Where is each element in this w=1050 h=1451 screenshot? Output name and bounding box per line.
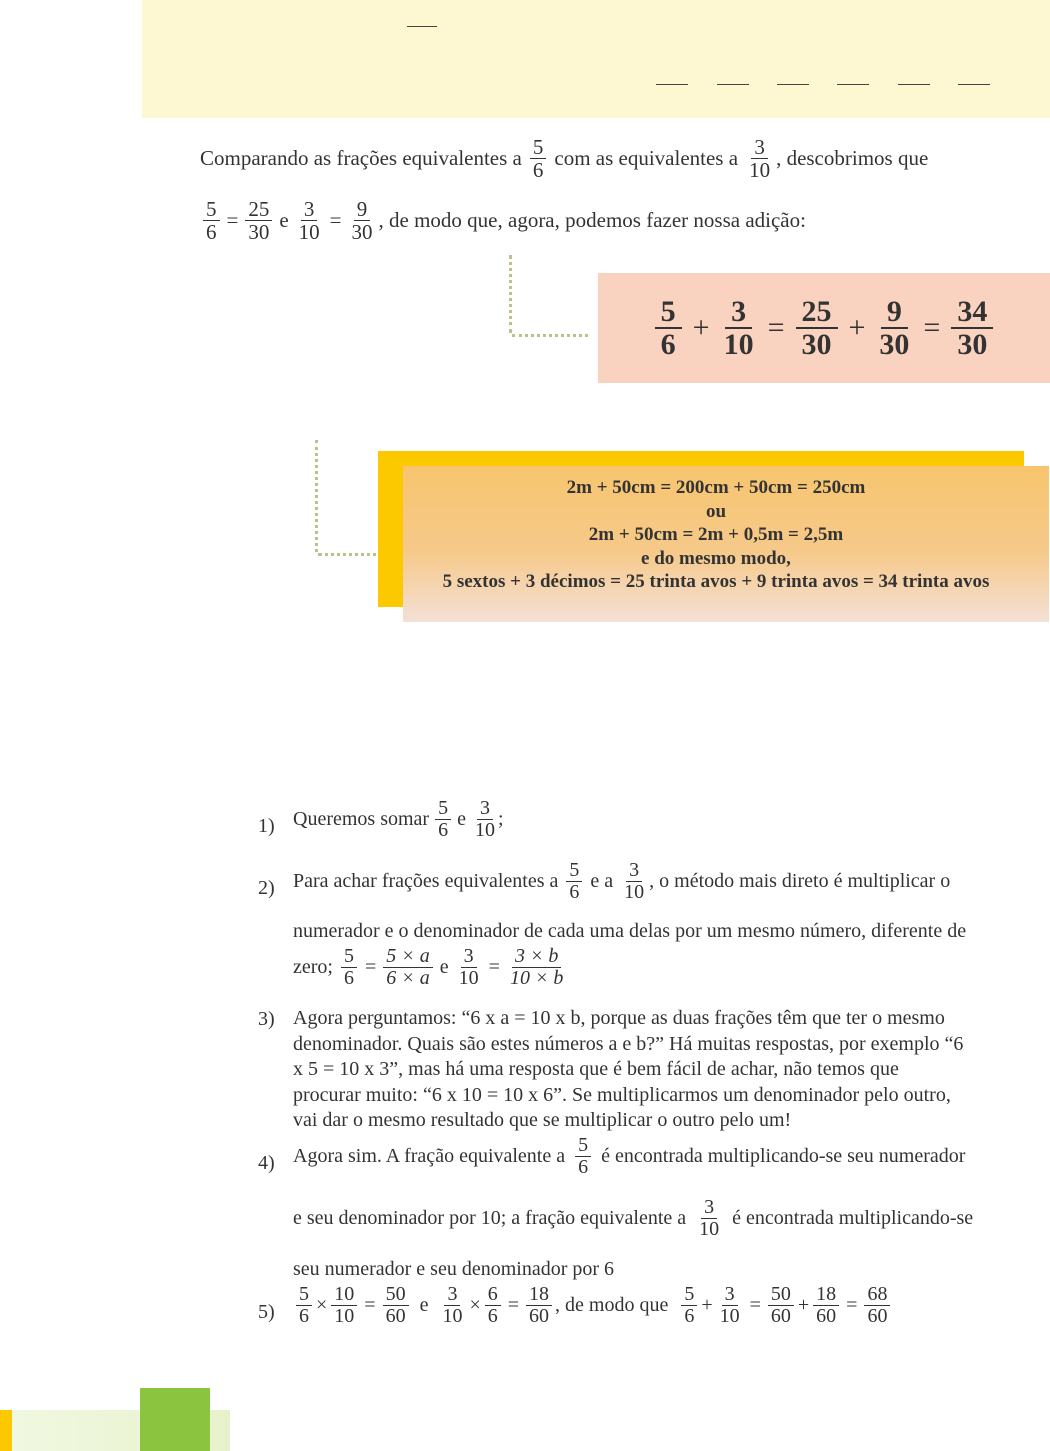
fraction: $\frac{3}{10}$ bbox=[474, 797, 495, 841]
equals-sign: = bbox=[923, 311, 941, 344]
blank-line bbox=[656, 84, 688, 85]
dotted-connector bbox=[315, 440, 321, 552]
plus-sign: + bbox=[701, 1294, 713, 1316]
fraction: $\frac{25}{30}$ bbox=[245, 198, 272, 243]
fraction: $\frac{18}{60}$ bbox=[813, 1284, 839, 1327]
fraction: $\frac{18}{60}$ bbox=[526, 1284, 552, 1327]
dotted-connector bbox=[509, 255, 515, 333]
list-text: vai dar o mesmo resultado que se multiplicar o outro pelo um! bbox=[293, 1109, 792, 1131]
plus-sign: + bbox=[692, 311, 710, 344]
list-number: 4) bbox=[258, 1152, 275, 1174]
list-number: 2) bbox=[258, 877, 275, 899]
equals-sign: = bbox=[226, 208, 239, 233]
equals-sign: = bbox=[364, 956, 377, 978]
fraction: $\frac{10}{10}$ bbox=[331, 1284, 357, 1327]
footer-accent bbox=[0, 1410, 12, 1451]
list-text: Agora perguntamos: “6 x a = 10 x b, porque as duas frações têm que ter o mesmo bbox=[293, 1007, 945, 1029]
equals-sign: = bbox=[364, 1294, 376, 1316]
box-line: 5 sextos + 3 décimos = 25 trinta avos + 9 trinta avos = 34 trinta avos bbox=[442, 571, 990, 592]
plus-sign: + bbox=[848, 311, 866, 344]
list-item-4 bbox=[293, 1135, 965, 1178]
list-item-5 bbox=[293, 1284, 893, 1327]
times-sign: × bbox=[316, 1294, 328, 1316]
dotted-connector bbox=[512, 334, 588, 340]
box-line: e do mesmo modo, bbox=[641, 547, 791, 569]
box-line: 2m + 50cm = 2m + 0,5m = 2,5m bbox=[588, 524, 844, 545]
conjunction: e bbox=[439, 956, 449, 978]
list-item-3 bbox=[293, 1006, 963, 1134]
page-number-block bbox=[140, 1388, 210, 1451]
fraction: $\frac{3}{10}$ bbox=[723, 294, 754, 361]
conjunction: e bbox=[457, 808, 466, 830]
intro-text: Comparando as frações equivalentes a bbox=[200, 146, 522, 171]
intro-text: com as equivalentes a bbox=[554, 146, 739, 171]
fraction: $\frac{5 \times a}{6 \times a}$ bbox=[383, 946, 433, 989]
sum-box bbox=[598, 273, 1050, 383]
list-text: é encontrada multiplicando-se bbox=[732, 1207, 974, 1229]
fraction: $\frac{5}{6}$ bbox=[296, 1284, 312, 1327]
fraction: $\frac{5}{6}$ bbox=[203, 198, 220, 243]
fraction: $\frac{3}{10}$ bbox=[298, 197, 320, 245]
list-text: denominador. Quais são estes números a e b?” Há muitas respostas, por exemplo “6 bbox=[293, 1032, 964, 1055]
list-item-1 bbox=[293, 798, 504, 841]
fraction: $\frac{3}{10}$ bbox=[699, 1196, 720, 1240]
blank-line bbox=[777, 84, 809, 85]
fraction: $\frac{9}{30}$ bbox=[879, 294, 910, 361]
times-sign: × bbox=[469, 1294, 481, 1316]
equals-sign: = bbox=[846, 1294, 858, 1316]
list-number: 1) bbox=[258, 815, 275, 837]
blank-line bbox=[898, 84, 930, 85]
blank-line bbox=[958, 84, 990, 85]
intro-line-2 bbox=[200, 198, 806, 243]
fraction: $\frac{5}{6}$ bbox=[435, 798, 451, 841]
list-text: é encontrada multiplicando-se seu numerador bbox=[601, 1145, 966, 1167]
list-text: Queremos somar bbox=[293, 808, 430, 830]
fraction: $\frac{3}{10}$ bbox=[458, 945, 479, 989]
intro-line-1 bbox=[200, 136, 928, 181]
conjunction: e bbox=[419, 1294, 429, 1316]
equals-sign: = bbox=[767, 311, 785, 344]
intro-text: , descobrimos que bbox=[776, 146, 929, 171]
fraction: $\frac{5}{6}$ bbox=[566, 860, 582, 903]
list-text: , o método mais direto é multiplicar o bbox=[649, 870, 951, 892]
box-line: 2m + 50cm = 200cm + 50cm = 250cm bbox=[566, 477, 866, 498]
fraction: $\frac{68}{60}$ bbox=[864, 1284, 890, 1327]
list-number: 3) bbox=[258, 1008, 275, 1030]
fraction: $\frac{6}{6}$ bbox=[485, 1284, 501, 1327]
intro-text: , de modo que, agora, podemos fazer nossa adição: bbox=[378, 208, 806, 233]
fraction: $\frac{3}{10}$ bbox=[749, 135, 771, 183]
list-text: x 5 = 10 x 3”, mas há uma resposta que é bem fácil de achar, não temos que bbox=[293, 1058, 899, 1080]
list-item-4b bbox=[293, 1197, 973, 1240]
list-text: Para achar frações equivalentes a bbox=[293, 870, 559, 892]
equals-sign: = bbox=[329, 208, 342, 233]
conjunction: e bbox=[279, 208, 289, 233]
fraction: $\frac{5}{6}$ bbox=[575, 1135, 591, 1178]
fraction: $\frac{3 \times b}{10 \times b}$ bbox=[509, 945, 564, 989]
list-number: 5) bbox=[258, 1301, 275, 1323]
list-text: e seu denominador por 10; a fração equivalente a bbox=[293, 1207, 687, 1229]
fraction: $\frac{3}{10}$ bbox=[719, 1283, 740, 1327]
fraction: $\frac{5}{6}$ bbox=[341, 946, 357, 989]
list-item-2-formula bbox=[293, 946, 569, 989]
plus-sign: + bbox=[797, 1294, 810, 1316]
fraction: $\frac{25}{30}$ bbox=[796, 296, 838, 361]
equals-sign: = bbox=[749, 1294, 761, 1316]
fraction: $\frac{50}{60}$ bbox=[768, 1284, 794, 1327]
punctuation: ; bbox=[497, 808, 504, 830]
yellow-box-text bbox=[403, 476, 1029, 594]
blank-line bbox=[407, 26, 437, 27]
fraction: $\frac{5}{6}$ bbox=[530, 136, 547, 181]
fraction: $\frac{3}{10}$ bbox=[624, 859, 645, 903]
list-text: Agora sim. A fração equivalente a bbox=[293, 1145, 566, 1167]
fraction: $\frac{3}{10}$ bbox=[442, 1283, 463, 1327]
blank-line bbox=[717, 84, 749, 85]
list-text: procurar muito: “6 x 10 = 10 x 6”. Se multiplicarmos um denominador pelo outro, bbox=[293, 1083, 951, 1106]
list-item-2 bbox=[293, 860, 950, 903]
fraction: $\frac{5}{6}$ bbox=[681, 1284, 697, 1327]
fraction: $\frac{5}{6}$ bbox=[655, 296, 682, 361]
top-banner bbox=[142, 0, 1050, 118]
blank-line bbox=[837, 84, 869, 85]
list-text: numerador e o denominador de cada uma delas por um mesmo número, diferente de bbox=[293, 920, 967, 942]
equals-sign: = bbox=[488, 956, 500, 978]
list-text: seu numerador e seu denominador por 6 bbox=[293, 1258, 615, 1280]
list-text: e a bbox=[590, 870, 614, 892]
list-text: zero; bbox=[293, 956, 333, 978]
list-text: , de modo que bbox=[555, 1294, 669, 1316]
fraction: $\frac{9}{30}$ bbox=[351, 197, 373, 245]
fraction: $\frac{50}{60}$ bbox=[383, 1284, 409, 1327]
equals-sign: = bbox=[507, 1294, 520, 1316]
box-line: ou bbox=[705, 500, 727, 522]
fraction: $\frac{34}{30}$ bbox=[951, 296, 993, 361]
